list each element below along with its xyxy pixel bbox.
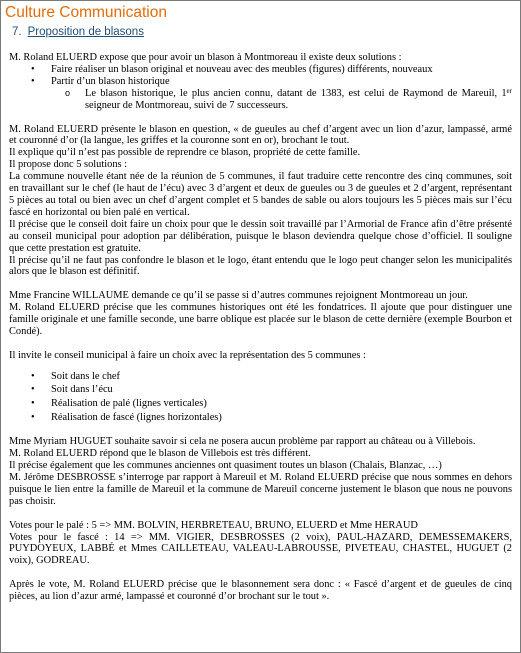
paragraph: Il précise que le conseil doit faire un choix pour que le dessin soit travaillé par l’Armorial de France afin d’être présenté au conseil municipal pour adoption par délibération, puisque le blason deviendra quelque chose d’officiel. Il souligne que cette prestation est gratuite. <box>9 218 512 254</box>
paragraph: Il propose donc 5 solutions : <box>9 159 128 171</box>
section-heading <box>12 24 512 40</box>
paragraph: Mme Myriam HUGUET souhaite savoir si cela ne posera aucun problème par rapport au château ou à Villebois. <box>9 436 476 448</box>
section-number: 7. <box>12 26 22 38</box>
sub-solution-text: Le blason historique, le plus ancien connu, datant de 1383, est celui de Raymond de Mareuil, 1 <box>85 87 507 99</box>
section-title: Proposition de blasons <box>27 26 144 38</box>
choice-item: • Réalisation de fascé (lignes horizontales) <box>9 411 512 425</box>
sub-solution-item <box>51 88 512 112</box>
choice-item: • Réalisation de palé (lignes verticales) <box>9 397 512 411</box>
paragraph: Il précise également que les communes anciennes ont quasiment toutes un blason (Chalais, Blanzac, …) <box>9 460 442 472</box>
solution-item-label: Partir d’un blason historique <box>51 75 170 87</box>
solution-item <box>9 76 512 112</box>
paragraph: Mme Francine WILLAUME demande ce qu’il se passe si d’autres communes rejoignent Montmoreau un jour. <box>9 290 468 302</box>
intro-paragraph: M. Roland ELUERD expose que pour avoir un blason à Montmoreau il existe deux solutions : <box>9 52 402 63</box>
choice-item: • Soit dans l’écu <box>9 383 512 397</box>
page-heading: Culture Communication <box>5 4 167 21</box>
paragraph: Il précise qu’il ne faut pas confondre le blason et le logo, étant entendu que le logo peut changer selon les municipalités alors que le blason est définitif. <box>9 254 512 278</box>
document-body <box>9 52 512 603</box>
paragraph: Il invite le conseil municipal à faire un choix avec la représentation des 5 communes : <box>9 349 366 361</box>
paragraph: M. Roland ELUERD répond que le blason de Villebois est très différent. <box>9 448 311 460</box>
paragraph: Il explique qu’il n’est pas possible de reprendre ce blason, propriété de cette famille. <box>9 147 361 159</box>
paragraph: M. Roland ELUERD précise que les communes historiques ont été les fondatrices. Il ajoute que pour distinguer une famille originale et une famille seconde, une barre oblique est placée sur le blason de cette dernière (exemple Bourbon et Condé). <box>9 302 512 338</box>
sub-solution-text-end: seigneur de Montmoreau, suivi de 7 successeurs. <box>85 99 289 111</box>
solutions-list <box>9 64 512 112</box>
vote-fasce: Votes pour le fascé : 14 => MM. VIGIER, DESBROSSES (2 voix), PAUL-HAZARD, DEMESSEMAKERS, PUYDOYEUX, LABBÉ et Mmes CAILLETEAU, VALEAU-LABROUSSE, PIVETEAU, CHASTEL, HUGUET (2 voix), GODREAU. <box>9 531 512 567</box>
choices-list <box>9 370 512 424</box>
sub-solutions-list <box>51 88 512 112</box>
vote-pale: Votes pour le palé : 5 => MM. BOLVIN, HERBRETEAU, BRUNO, ELUERD et Mme HERAUD <box>9 519 418 531</box>
conclusion-paragraph: Après le vote, M. Roland ELUERD précise que le blasonnement sera donc : « Fascé d’argent et de gueules de cinq pièces, au lion d’azur armé, lampassé et couronné d’or brochant sur le tout ». <box>9 579 512 603</box>
paragraph: M. Jérôme DESBROSSE s’interroge par rapport à Mareuil et M. Roland ELUERD précise que nous sommes en dehors puisque le lien entre la famille de Mareuil et la commune de Mareuil concerne justement le blason que nous ne pouvons pas choisir. <box>9 471 512 507</box>
paragraph: M. Roland ELUERD présente le blason en question, « de gueules au chef d’argent avec un lion d’azur, lampassé, armé et couronné d’or (la langue, les griffes et la couronne sont en or), brochant le tout. <box>9 123 512 147</box>
paragraph: La commune nouvelle étant née de la réunion de 5 communes, il faut traduire cette rencontre des cinq communes, soit en travaillant sur le chef (le haut de l’écu) avec 3 d’argent et deux de gueules ou 3 de gueules et 2 d’argent, représentant 5 pièces au total ou bien avec un chef d’argent complet et 5 bandes de sable ou alors toujours les 5 pièces mais sur l’écu fascé en horizontal ou bien palé en vertical. <box>9 171 512 218</box>
ordinal-superscript: er <box>506 86 512 95</box>
choice-item: • Soit dans le chef <box>9 370 512 384</box>
solution-item: • Faire réaliser un blason original et nouveau avec des meubles (figures) différents, nouveaux <box>9 64 512 76</box>
